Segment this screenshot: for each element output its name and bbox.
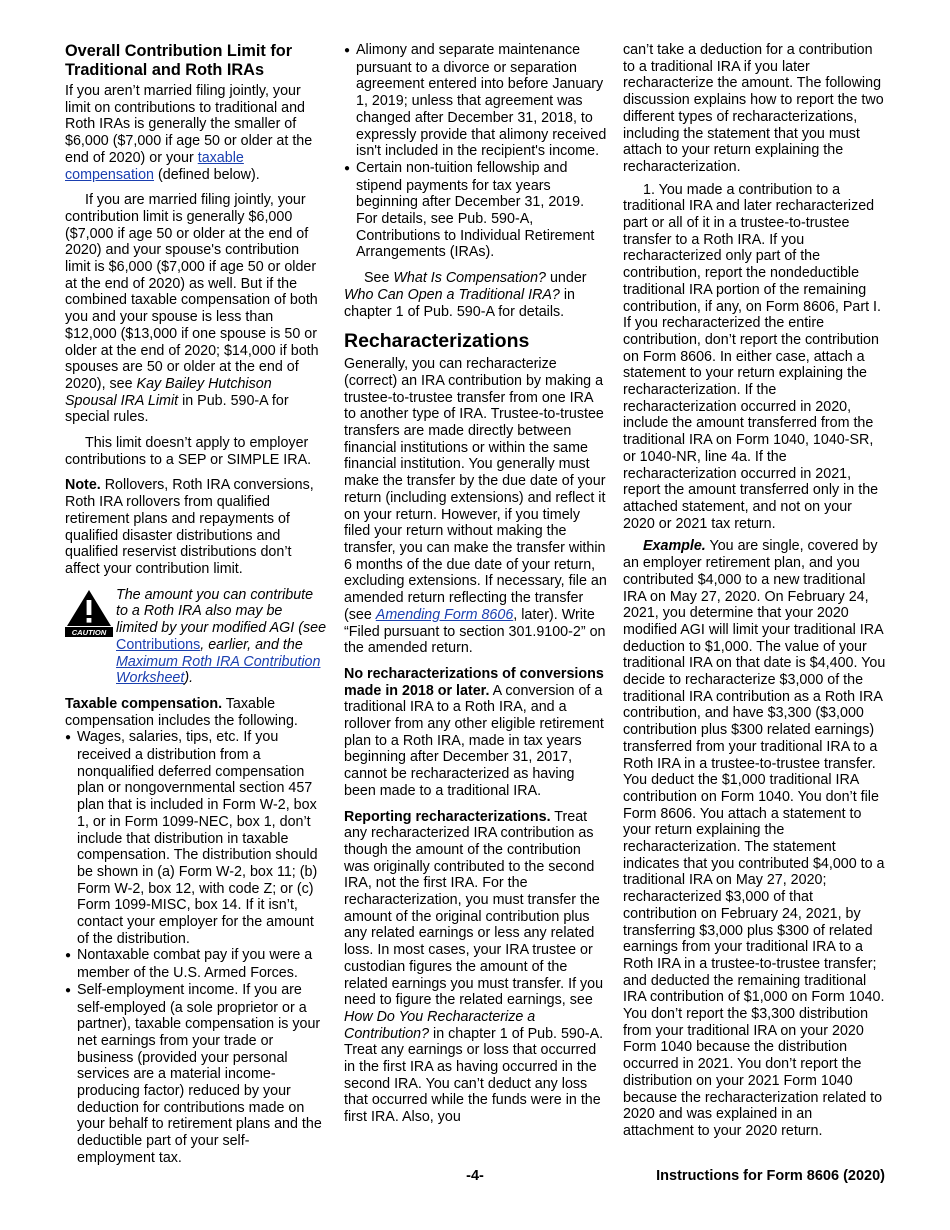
recharacterization-paragraph: Generally, you can recharacterize (correct) an IRA contribution by making a trustee-to-trustee transfer from one IRA to another type of IRA. Trustee-to-trustee transfers are made directly between financial institutions or within the same financial institution. You generally must make the transfer by the due date of your return (including extensions) and reflect it on your return. However, if you timely filed your return without making the transfer, you can make the transfer within 6 months of the due date of your return, excluding extensions. If necessary, file an amended return reflecting the transfer (see Amending Form 8606, later). Write “Filed pursuant to section 301.9100-2” on the amended return. [344,356,607,657]
list-item: ● Nontaxable combat pay if you were a member of the U.S. Armed Forces. [65,947,313,982]
see-compensation-paragraph: See What Is Compensation? under Who Can Open a Traditional IRA? in chapter 1 of Pub. 590-A for details. [344,270,587,320]
paragraph-continued: can’t take a deduction for a contribution to a traditional IRA if you later recharacterize the amount. The following discussion explains how to report the two different types of recharacterizations, including the statement that you must attach to your return explaining the recharacterization. [623,42,884,175]
column-middle [344,42,607,1126]
caution-box: CAUTION The amount you can contribute to a Roth IRA also may be limited by your modified AGI (see Contributions, earlier, and the Maximum Roth IRA Contribution Worksheet). [65,587,327,687]
form-title: Instructions for Form 8606 (2020) [656,1168,885,1184]
section-heading-contribution-limit: Overall Contribution Limit for Traditional and Roth IRAs [65,42,293,79]
reporting-recharacterizations-paragraph: Reporting recharacterizations. Treat any recharacterized IRA contribution as though the amount of the contribution was originally contributed to the second IRA, not the first IRA. For the recharacterization, you must transfer the amount of the original contribution plus any related earnings or less any related loss. In most cases, your IRA trustee or custodian figures the amount of the related earnings you must transfer. If you need to figure the related earnings, see How Do You Recharacterize a Contribution? in chapter 1 of Pub. 590-A. Treat any earnings or loss that occurred in the first IRA as having occurred in the second IRA. You can’t deduct any loss that occurred while the funds were in the first IRA. Also, you [344,808,604,1126]
bullet-icon: ● [65,732,72,744]
max-roth-worksheet-link[interactable]: Maximum Roth IRA Contribution Worksheet [116,653,321,687]
column-left [65,42,327,1167]
list-item: ● Wages, salaries, tips, etc. If you received a distribution from a nonqualified deferred compensation plan or nongovernmental section 457 plan that is included in Form W-2, box 1, or in Form 1099-NEC, box 1, don’t include that distribution in taxable compensation. The distribution should be shown in (a) Form W-2, box 11; (b) Form W-2, box 12, with code Z; or (c) Form 1099-MISC, box 14. If it isn’t, contact your employer for the amount of the distribution. [65,729,318,947]
example-paragraph: Example. You are single, covered by an employer retirement plan, and you contributed $4,000 to a new traditional IRA on May 27, 2020. On February 24, 2021, you determine that your 2020 modified AGI will limit your traditional IRA deduction to $1,000. The value of your traditional IRA on that date is $4,400. You decide to recharacterize $3,000 of the traditional IRA contribution as a Roth IRA contribution, and have $3,300 ($3,000 contribution plus $300 related earnings) transferred from your traditional IRA to a Roth IRA in a trustee-to-trustee transfer. You deduct the $1,000 traditional IRA contribution on Form 1040. You don’t file Form 8606. You attach a statement to your return explaining the recharacterization. The statement indicates that you contributed $4,000 to a traditional IRA on May 27, 2020; recharacterized $3,000 of that contribution on February 24, 2021, by transferring $3,000 plus $300 of related earnings from your traditional IRA to a Roth IRA in a trustee-to-trustee transfer; and deducted the remaining traditional IRA contribution of $1,000 on Form 1040. You don’t report the $3,300 distribution from your traditional IRA on your 2020 Form 1040 because the distribution occurred in 2021. You don’t report the distribution on your 2021 Form 1040 because the recharacterization related to 2020 and was explained in an attachment to your 2020 return. [623,538,886,1139]
page-number: -4- [466,1168,484,1184]
list-item: ● Alimony and separate maintenance pursuant to a divorce or separation agreement entered into before January 1, 2019; unless that agreement was changed after December 31, 2018, to expressly provide that alimony received isn't included in the recipient's income. [344,42,607,160]
list-item: ● Certain non-tuition fellowship and stipend payments for tax years beginning after December 31, 2019. For details, see Pub. 590-A, Contributions to Individual Retirement Arrangements (IRAs). [344,159,595,261]
bullet-icon: ● [65,950,72,962]
note-paragraph: Note. Rollovers, Roth IRA conversions, Roth IRA rollovers from qualified retirement plans and repayments of qualified disaster distributions and qualified reservist distributions don’t affect your contribution limit. [65,477,314,577]
column-right [623,42,886,1140]
bullet-icon: ● [344,45,351,56]
paragraph-employer-note: This limit doesn’t apply to employer contributions to a SEP or SIMPLE IRA. [65,435,312,468]
section-heading-recharacterizations: Recharacterizations [344,330,530,353]
list-item: ● Self-employment income. If you are self-employed (a sole proprietor or a partner), taxable compensation is your net earnings from your trade or business (provided your personal services are a material income-producing factor) reduced by your deduction for contributions made on your behalf to retirement plans and the deductible part of your self-employment tax. [65,981,322,1166]
svg-text:CAUTION: CAUTION [71,627,107,637]
contributions-link[interactable]: Contributions [116,636,201,653]
bullet-icon: ● [65,984,72,996]
taxable-compensation-paragraph: Taxable compensation. Taxable compensation includes the following. [65,695,298,729]
paragraph-case-1: 1. You made a contribution to a traditional IRA and later recharacterized part or all of it in a trustee-to-trustee transfer to a Roth IRA. If you recharacterized only part of the contribution, report the nondeductible traditional IRA portion of the remaining contribution, if any, on Form 8606, Part I. If you recharacterized the entire contribution, don’t report the contribution on Form 8606. In either case, attach a statement to your return explaining the recharacterization. If the recharacterization occurred in 2020, include the amount transferred from the traditional IRA on Form 1040, 1040-SR, or 1040-NR, line 4a. If the recharacterization occurred in 2021, report the amount transferred only in the attached statement, and not on your 2020 or 2021 tax return. [623,181,881,532]
paragraph-joint-limit: If you are married filing jointly, your contribution limit is generally $6,000 ($7,000 if age 50 or older at the end of 2020) and your spouse's contribution limit is $6,000 ($7,000 if age 50 or older at the end of 2020) as well. But if the combined taxable compensation of both you and your spouse is less than $12,000 ($13,000 if one spouse is 50 or older at the end of 2020; $14,000 if both spouses are 50 or older at the end of 2020), see Kay Bailey Hutchison Spousal IRA Limit in Pub. 590-A for special rules. [65,192,319,426]
paragraph-single-limit: If you aren’t married filing jointly, your limit on contributions to traditional and Roth IRAs is generally the smaller of $6,000 ($7,000 if age 50 or older at the end of 2020) or your taxable compensation (defined below). [65,83,313,183]
no-recharacterization-paragraph: No recharacterizations of conversions made in 2018 or later. A conversion of a traditional IRA to a Roth IRA, and a rollover from any other eligible retirement plan to a Roth IRA, made in tax years beginning after December 31, 2017, cannot be recharacterized as having been made to a traditional IRA. [344,665,604,799]
amending-form-8606-link[interactable]: Amending Form 8606 [375,606,514,623]
taxable-compensation-link[interactable]: taxable compensation [65,149,244,183]
caution-icon [65,589,113,637]
bullet-icon: ● [344,162,351,174]
